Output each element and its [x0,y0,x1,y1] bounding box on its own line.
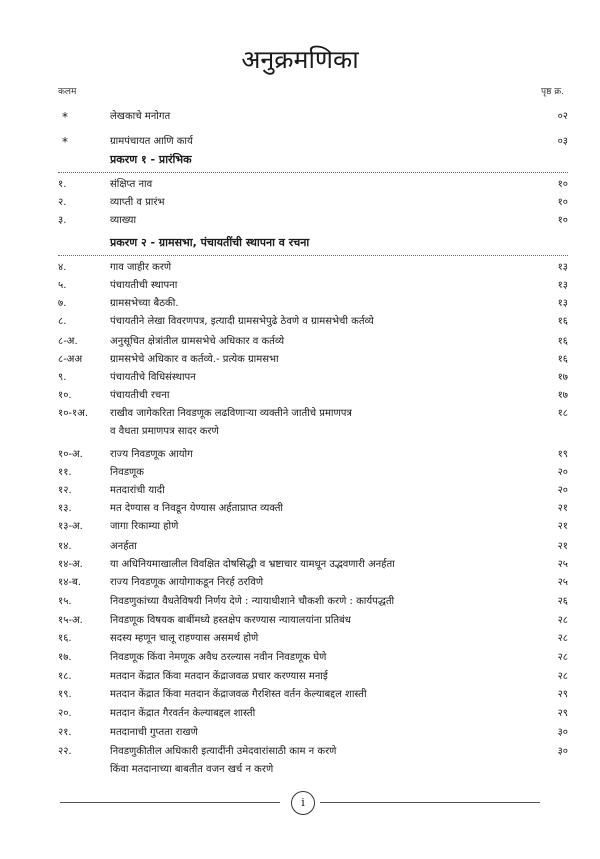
toc-entry-title: संक्षिप्त नाव [110,179,153,190]
toc-page-number: १० [557,197,568,208]
footer-rule-left [60,802,280,803]
toc-entry-title: मतदान केंद्रात किंवा मतदान केंद्राजवळ प्रचार करण्यास मनाई [110,671,328,682]
toc-row [58,705,568,723]
toc-page-number: १३ [557,298,568,309]
page-number-badge: i [291,791,315,815]
toc-section-number: १०-१अ. [58,408,89,419]
toc-entry-title: ग्रामसभेचे अधिकार व कर्तव्ये.- प्रत्येक ग्रामसभा [110,354,279,365]
toc-section-number: २२. [58,746,72,757]
toc-row [58,194,568,212]
toc-row [58,482,568,500]
toc-page-number: १६ [557,336,568,347]
toc-star-marker: * [62,135,68,149]
toc-entry-title: राखीव जागेकरिता निवडणूक लढविणाऱ्या व्यक्तीने जातीचे प्रमाणपत्र [110,408,352,419]
toc-row [58,446,568,464]
toc-entry-title: या अधिनियमाखालील विवक्षित दोषसिद्धी व भ्रष्टाचार यामधून उद्भवणारी अनर्हता [110,559,395,570]
toc-entry-title: जागा रिकाम्या होणे [110,521,179,532]
toc-entry-title: पंचायतीची रचना [110,390,170,401]
toc-page-number: २१ [557,503,568,514]
toc-section-number: १३-अ. [58,521,83,532]
toc-entry-title: लेखकाचे मनोगत [110,111,171,122]
toc-row [58,369,568,387]
divider [58,255,568,256]
toc-page-number: २८ [557,633,568,644]
toc-section-number: २१. [58,727,72,738]
page-column-header: पृष्ठ क्र. [540,87,564,97]
toc-page-number: २० [557,485,568,496]
toc-page-number: २९ [557,689,568,700]
toc-entry-title: अनर्हता [110,541,137,552]
toc-section-number: ५. [58,280,67,291]
toc-row [58,176,568,194]
toc-entry-title: निवडणुकांच्या वैधतेविषयी निर्णय देणे : न्यायाधीशाने चौकशी करणे : कार्यपद्धती [110,596,395,607]
toc-entry-title: गाव जाहीर करणे [110,262,172,273]
toc-page-number: १६ [557,354,568,365]
toc-section-number: १४-ब. [58,577,81,588]
section-column-header: कलम [58,87,77,97]
toc-row [58,743,568,761]
toc-page-number: १० [557,215,568,226]
toc-page-number: २८ [557,652,568,663]
toc-section-number: ११. [58,467,72,478]
toc-row [58,556,568,574]
toc-entry-title: निवडणूक किंवा नेमणूक अवैध ठरल्यास नवीन निवडणूक घेणे [110,652,327,663]
toc-row [58,538,568,556]
toc-section-number: ८. [58,316,67,327]
toc-page-number: १३ [557,280,568,291]
toc-section-number: १५-अ. [58,615,83,626]
toc-section-number: १९. [58,689,72,700]
toc-row [58,630,568,648]
toc-row [58,313,568,331]
toc-entry-title: मतदानाची गुप्तता राखणे [110,727,198,738]
toc-page-number: २१ [557,521,568,532]
toc-section-number: २. [58,197,67,208]
toc-entry-title: व्याख्या [110,215,137,226]
toc-section-number: १६. [58,633,72,644]
toc-section-number: १०. [58,390,72,401]
toc-entry-title: पंचायतीने लेखा विवरणपत्र, इत्यादी ग्रामसभेपुढे ठेवणे व ग्रामसभेची कर्तव्ये [110,316,374,327]
toc-section-number: ४. [58,262,67,273]
toc-entry-title: राज्य निवडणूक आयोगाकडून निरर्ह ठरविणे [110,577,264,588]
toc-section-number: १७. [58,652,72,663]
toc-row [58,277,568,295]
toc-star-marker: * [62,110,68,124]
toc-section-number: १४. [58,541,72,552]
toc-row [58,351,568,369]
toc-entry-title: ग्रामपंचायत आणि कार्य [110,136,193,147]
toc-entry-continuation: किंवा मतदानाच्या बाबतीत वजन खर्च न करणे [110,764,274,775]
toc-section-number: २०. [58,708,72,719]
toc-row [58,133,568,151]
page-title: अनुक्रमणिका [241,45,359,74]
toc-entry-title: व्याप्ती व प्रारंभ [110,197,165,208]
toc-page-number: २९ [557,708,568,719]
toc-page-number: १६ [557,316,568,327]
toc-section-number: ३. [58,215,67,226]
toc-page-number: २६ [557,596,568,607]
toc-row [58,612,568,630]
footer-rule-right [320,802,540,803]
toc-row [58,518,568,536]
toc-page-number: १७ [557,390,568,401]
toc-section-number: ७. [58,298,67,309]
toc-page-number: ३० [557,727,568,738]
toc-entry-title: राज्य निवडणूक आयोग [110,449,193,460]
toc-row [58,464,568,482]
toc-page-number: २८ [557,671,568,682]
toc-section-number: ८-अअ [58,354,83,365]
toc-entry-title: मतदारांची यादी [110,485,165,496]
toc-section-number: ८-अ. [58,336,78,347]
toc-page-number: १३ [557,262,568,273]
chapter-heading: प्रकरण १ - प्रारंभिक [110,153,192,166]
toc-section-number: १४-अ. [58,559,83,570]
toc-page-number: २८ [557,615,568,626]
toc-row [58,574,568,592]
toc-entry-title: पंचायतीची स्थापना [110,280,178,291]
toc-page-number: २५ [557,577,568,588]
toc-entry-title: पंचायतीचे विधिसंस्थापन [110,372,196,383]
toc-row [58,108,568,126]
toc-page-number: २५ [557,559,568,570]
toc-row [58,295,568,313]
toc-section-number: १३. [58,503,72,514]
toc-page-number: १० [557,179,568,190]
divider [58,172,568,173]
toc-row [58,405,568,423]
toc-section-number: १०-अ. [58,449,83,460]
toc-entry-continuation: व वैधता प्रमाणपत्र सादर करणे [110,426,219,437]
toc-page-number: ०३ [557,136,568,147]
toc-row [58,333,568,351]
toc-page-number: १९ [557,449,568,460]
toc-row [58,649,568,667]
toc-section-number: ९. [58,372,67,383]
toc-row [58,500,568,518]
toc-entry-title: ग्रामसभेच्या बैठकी. [110,298,179,309]
toc-entry-title: निवडणूक विषयक बाबींमध्ये हस्तक्षेप करण्यास न्यायालयांना प्रतिबंध [110,615,351,626]
toc-row [58,259,568,277]
toc-page-number: १७ [557,372,568,383]
toc-page-number: ३० [557,746,568,757]
toc-entry-title: निवडणूक [110,467,144,478]
toc-entry-title: सदस्य म्हणून चालू राहण्यास असमर्थ होणे [110,633,259,644]
toc-page-number: २० [557,467,568,478]
toc-section-number: १. [58,179,67,190]
toc-row [58,593,568,611]
toc-entry-title: मतदान केंद्रात किंवा मतदान केंद्राजवळ गैरशिस्त वर्तन केल्याबद्दल शास्ती [110,689,367,700]
toc-section-number: १२. [58,485,72,496]
toc-page-number: २१ [557,541,568,552]
toc-entry-title: मतदान केंद्रात गैरवर्तन केल्याबद्दल शास्ती [110,708,256,719]
toc-row [58,212,568,230]
toc-section-number: १५. [58,596,72,607]
toc-row [58,724,568,742]
chapter-heading: प्रकरण २ - ग्रामसभा, पंचायतींची स्थापना व रचना [110,236,310,249]
toc-page-number: १८ [557,408,568,419]
toc-section-number: १८. [58,671,72,682]
toc-entry-title: अनुसूचित क्षेत्रांतील ग्रामसभेचे अधिकार व कर्तव्ये [110,336,285,347]
toc-page-number: ०२ [557,111,568,122]
toc-row [58,387,568,405]
toc-row [58,686,568,704]
toc-entry-title: निवडणुकीतील अधिकारी इत्यादींनी उमेदवारांसाठी काम न करणे [110,746,337,757]
toc-entry-title: मत देण्यास व निवडून येण्यास अर्हताप्राप्त व्यक्ती [110,503,283,514]
toc-row [58,668,568,686]
